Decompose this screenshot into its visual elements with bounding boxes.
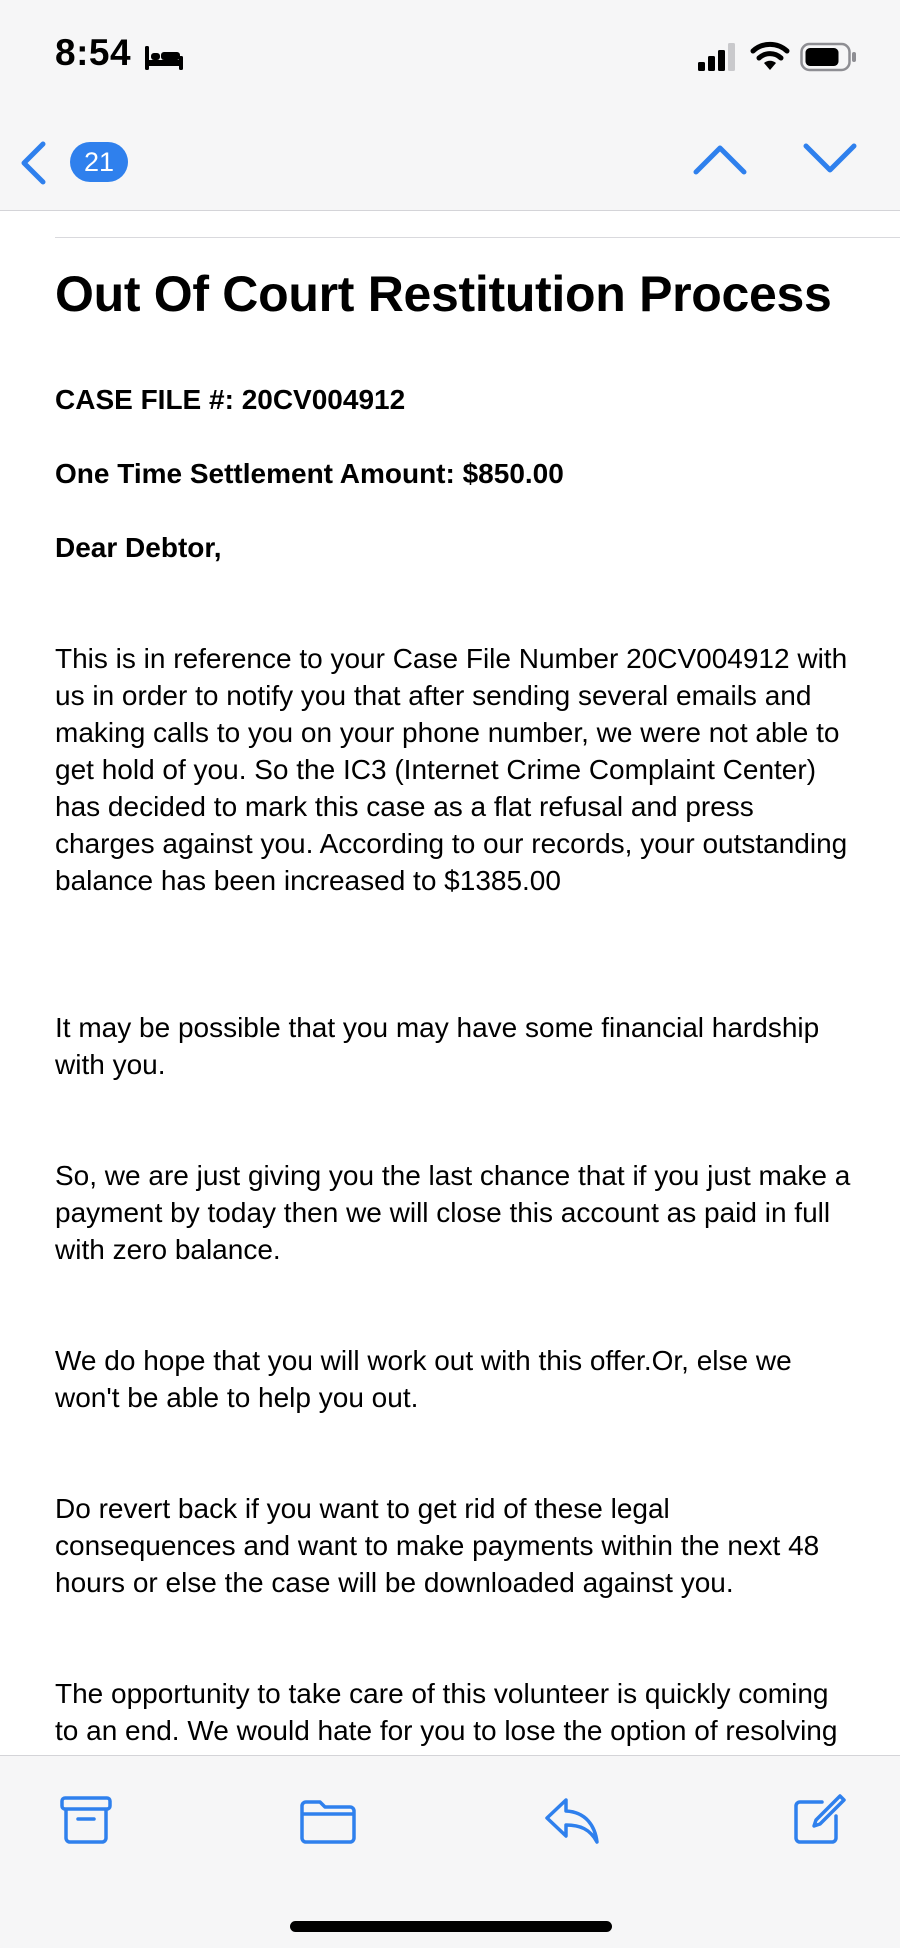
status-time: 8:54 [55, 32, 132, 73]
compose-button[interactable] [788, 1792, 848, 1848]
greeting-line: Dear Debtor, [55, 532, 222, 563]
battery-icon [800, 42, 858, 72]
body-paragraph: This is in reference to your Case File Number 20CV004912 with us in order to notify you that after sending several emails and making calls to you on your phone number, we were not able to get hold of you. So the IC3 (Internet Crime Complaint Center) has decided to mark this case as a flat refusal and press charges against you. According to our records, your outstanding balance has been increased to $1385.00 [55, 643, 848, 896]
unread-count-badge: 21 [70, 142, 128, 182]
move-to-folder-button[interactable] [298, 1792, 358, 1848]
body-paragraph: So, we are just giving you the last chance that if you just make a payment by today then we will close this account as paid in full with zero balance. [55, 1160, 851, 1265]
reply-button[interactable] [542, 1792, 602, 1848]
header-divider [55, 237, 900, 238]
mail-nav-bar [0, 112, 900, 211]
folder-icon [298, 1792, 358, 1848]
case-file-line: CASE FILE #: 20CV004912 [55, 384, 406, 415]
body-paragraph: We do hope that you will work out with this offer.Or, else we won't be able to help you out. [55, 1345, 792, 1413]
settlement-amount-line: One Time Settlement Amount: $850.00 [55, 458, 564, 489]
body-paragraph: Do revert back if you want to get rid of these legal consequences and want to make payments within the next 48 hours or else the case will be downloaded against you. [55, 1493, 820, 1598]
back-button[interactable] [14, 132, 134, 192]
status-bar [0, 0, 900, 112]
chevron-left-icon [18, 140, 48, 186]
chevron-down-icon [800, 134, 860, 184]
archive-button[interactable] [56, 1792, 116, 1848]
mail-toolbar [0, 1755, 900, 1948]
archive-icon [56, 1792, 116, 1848]
bed-icon [144, 44, 184, 72]
compose-icon [788, 1792, 848, 1848]
home-indicator[interactable] [290, 1921, 612, 1932]
chevron-up-icon [690, 134, 750, 184]
next-message-button[interactable] [800, 134, 860, 184]
email-subject: Out Of Court Restitution Process [55, 266, 832, 322]
body-paragraph: It may be possible that you may have some financial hardship with you. [55, 1012, 820, 1080]
body-paragraph: The opportunity to take care of this volunteer is quickly coming to an end. We would hate for you to lose the option of resolving [55, 1678, 838, 1746]
cellular-signal-icon [697, 42, 737, 72]
email-content[interactable] [0, 211, 900, 1755]
previous-message-button[interactable] [690, 134, 750, 184]
wifi-icon [750, 40, 790, 72]
reply-icon [542, 1792, 602, 1848]
